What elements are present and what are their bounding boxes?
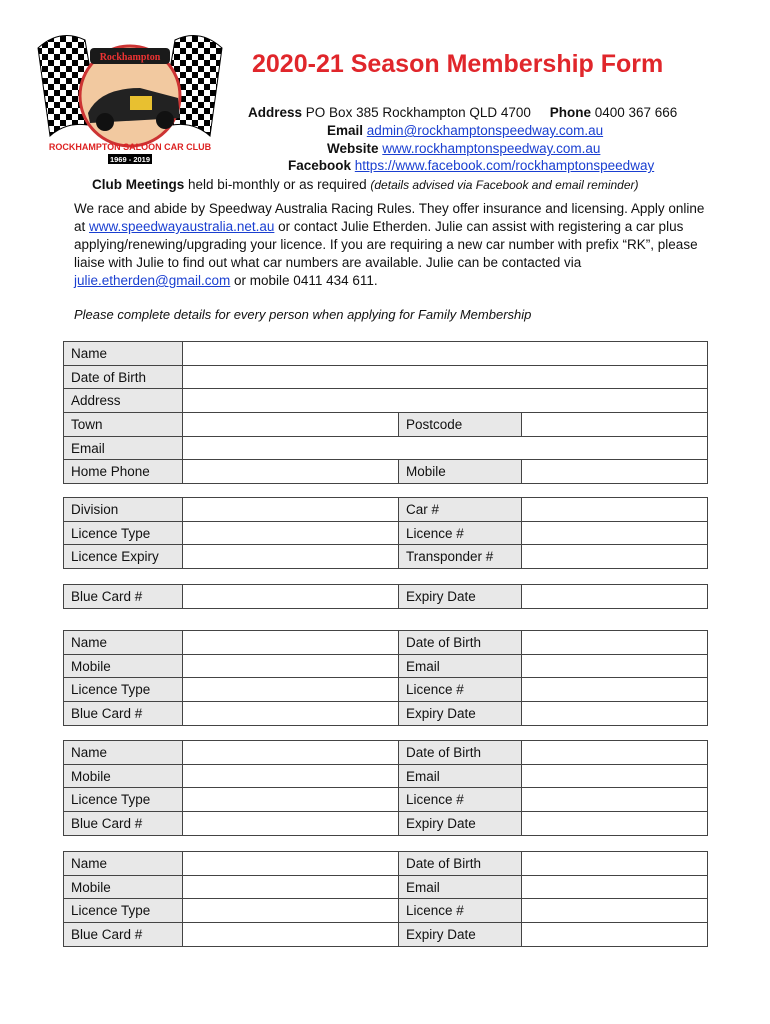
family-expiry-label: Expiry Date — [399, 812, 522, 836]
family-licence-number-input[interactable] — [522, 788, 708, 812]
dob-label: Date of Birth — [64, 365, 183, 389]
licence-expiry-input[interactable] — [183, 545, 399, 569]
family-dob-input[interactable] — [522, 741, 708, 765]
family-name-input[interactable] — [183, 852, 399, 876]
blue-card-label: Blue Card # — [64, 585, 183, 609]
email-field-label: Email — [64, 436, 183, 460]
car-number-input[interactable] — [522, 498, 708, 522]
logo-years: 1969 - 2019 — [109, 155, 151, 164]
postcode-label: Postcode — [399, 413, 522, 437]
intro-text-3: or mobile 0411 434 611. — [230, 273, 378, 288]
family-licence-type-input[interactable] — [183, 788, 399, 812]
family-expiry-label: Expiry Date — [399, 702, 522, 726]
licence-type-label: Licence Type — [64, 521, 183, 545]
blue-card-table — [63, 584, 708, 609]
town-input[interactable] — [183, 413, 399, 437]
family-licence-type-label: Licence Type — [64, 899, 183, 923]
family-dob-input[interactable] — [522, 631, 708, 655]
family-licence-type-label: Licence Type — [64, 678, 183, 702]
licence-expiry-label: Licence Expiry — [64, 545, 183, 569]
website-label: Website — [327, 141, 379, 156]
mobile-input[interactable] — [522, 460, 708, 484]
logo-wordmark: Rockhampton — [99, 52, 161, 63]
family-licence-number-label: Licence # — [399, 899, 522, 923]
family-email-label: Email — [399, 654, 522, 678]
family-email-label: Email — [399, 764, 522, 788]
mobile-label: Mobile — [399, 460, 522, 484]
division-label: Division — [64, 498, 183, 522]
family-blue-card-input[interactable] — [183, 812, 399, 836]
blue-card-expiry-input[interactable] — [522, 585, 708, 609]
website-line — [327, 141, 600, 156]
family-mobile-label: Mobile — [64, 654, 183, 678]
email-input[interactable] — [183, 436, 708, 460]
logo-club-name: ROCKHAMPTON SALOON CAR CLUB — [48, 142, 212, 152]
family-mobile-input[interactable] — [183, 875, 399, 899]
family-note: Please complete details for every person when applying for Family Membership — [74, 307, 532, 322]
family-expiry-label: Expiry Date — [399, 923, 522, 947]
email-label: Email — [327, 123, 364, 138]
phone-value: 0400 367 666 — [594, 105, 678, 120]
home-phone-label: Home Phone — [64, 460, 183, 484]
family-name-input[interactable] — [183, 741, 399, 765]
family-expiry-input[interactable] — [522, 702, 708, 726]
licence-type-input[interactable] — [183, 521, 399, 545]
club-logo — [30, 18, 230, 168]
form-title: 2020-21 Season Membership Form — [252, 50, 664, 78]
licence-number-label: Licence # — [399, 521, 522, 545]
family-expiry-input[interactable] — [522, 923, 708, 947]
address-field-label: Address — [64, 389, 183, 413]
family-mobile-label: Mobile — [64, 764, 183, 788]
meetings-line — [92, 177, 639, 192]
family-member-table — [63, 851, 708, 947]
family-name-input[interactable] — [183, 631, 399, 655]
family-licence-number-label: Licence # — [399, 788, 522, 812]
car-number-label: Car # — [399, 498, 522, 522]
family-dob-label: Date of Birth — [399, 852, 522, 876]
family-email-input[interactable] — [522, 875, 708, 899]
intro-text-1: We race and abide by Speedway Australia Racing Rules. They offer insurance and licensing. Apply online at — [74, 201, 705, 234]
family-blue-card-label: Blue Card # — [64, 812, 183, 836]
licence-number-input[interactable] — [522, 521, 708, 545]
racing-details-table — [63, 497, 708, 569]
blue-card-expiry-label: Expiry Date — [399, 585, 522, 609]
family-mobile-input[interactable] — [183, 654, 399, 678]
transponder-input[interactable] — [522, 545, 708, 569]
family-email-label: Email — [399, 875, 522, 899]
family-licence-number-input[interactable] — [522, 899, 708, 923]
division-input[interactable] — [183, 498, 399, 522]
family-dob-label: Date of Birth — [399, 631, 522, 655]
family-expiry-input[interactable] — [522, 812, 708, 836]
home-phone-input[interactable] — [183, 460, 399, 484]
family-blue-card-label: Blue Card # — [64, 702, 183, 726]
facebook-line — [288, 158, 654, 173]
address-label: Address — [248, 105, 303, 120]
family-licence-type-label: Licence Type — [64, 788, 183, 812]
family-licence-type-input[interactable] — [183, 899, 399, 923]
intro-text-2: or contact Julie Etherden. Julie can assist with registering a car plus applying/renewing/upgrading your licence. If you are requiring a new car number with prefix “RK”, please liaise with Julie to find out what car numbers are available. Julie can be contacted via — [74, 219, 698, 270]
transponder-label: Transponder # — [399, 545, 522, 569]
meetings-label: Club Meetings — [92, 177, 185, 192]
family-blue-card-input[interactable] — [183, 702, 399, 726]
address-input[interactable] — [183, 389, 708, 413]
family-email-input[interactable] — [522, 654, 708, 678]
family-blue-card-input[interactable] — [183, 923, 399, 947]
dob-input[interactable] — [183, 365, 708, 389]
email-link[interactable]: admin@rockhamptonspeedway.com.au — [366, 123, 604, 138]
family-name-label: Name — [64, 631, 183, 655]
address-line — [248, 105, 677, 120]
family-dob-label: Date of Birth — [399, 741, 522, 765]
primary-details-table — [63, 341, 708, 484]
family-licence-number-label: Licence # — [399, 678, 522, 702]
family-mobile-input[interactable] — [183, 764, 399, 788]
family-email-input[interactable] — [522, 764, 708, 788]
email-line — [327, 123, 603, 138]
julie-email-link[interactable]: julie.etherden@gmail.com — [74, 273, 231, 288]
postcode-input[interactable] — [522, 413, 708, 437]
family-name-label: Name — [64, 852, 183, 876]
name-input[interactable] — [183, 342, 708, 366]
family-licence-type-input[interactable] — [183, 678, 399, 702]
name-label: Name — [64, 342, 183, 366]
family-blue-card-label: Blue Card # — [64, 923, 183, 947]
facebook-label: Facebook — [288, 158, 352, 173]
town-label: Town — [64, 413, 183, 437]
family-member-table — [63, 740, 708, 836]
family-mobile-label: Mobile — [64, 875, 183, 899]
blue-card-input[interactable] — [183, 585, 399, 609]
family-dob-input[interactable] — [522, 852, 708, 876]
meetings-note: (details advised via Facebook and email reminder) — [370, 178, 639, 192]
website-link[interactable]: www.rockhamptonspeedway.com.au — [382, 141, 601, 156]
facebook-link[interactable]: https://www.facebook.com/rockhamptonspeedway — [354, 158, 655, 173]
family-member-table — [63, 630, 708, 726]
address-value: PO Box 385 Rockhampton QLD 4700 — [305, 105, 531, 120]
meetings-text: held bi-monthly or as required — [188, 177, 367, 192]
speedway-australia-link[interactable]: www.speedwayaustralia.net.au — [89, 219, 275, 234]
family-licence-number-input[interactable] — [522, 678, 708, 702]
family-name-label: Name — [64, 741, 183, 765]
phone-label: Phone — [549, 105, 591, 120]
intro-paragraph — [74, 200, 714, 290]
